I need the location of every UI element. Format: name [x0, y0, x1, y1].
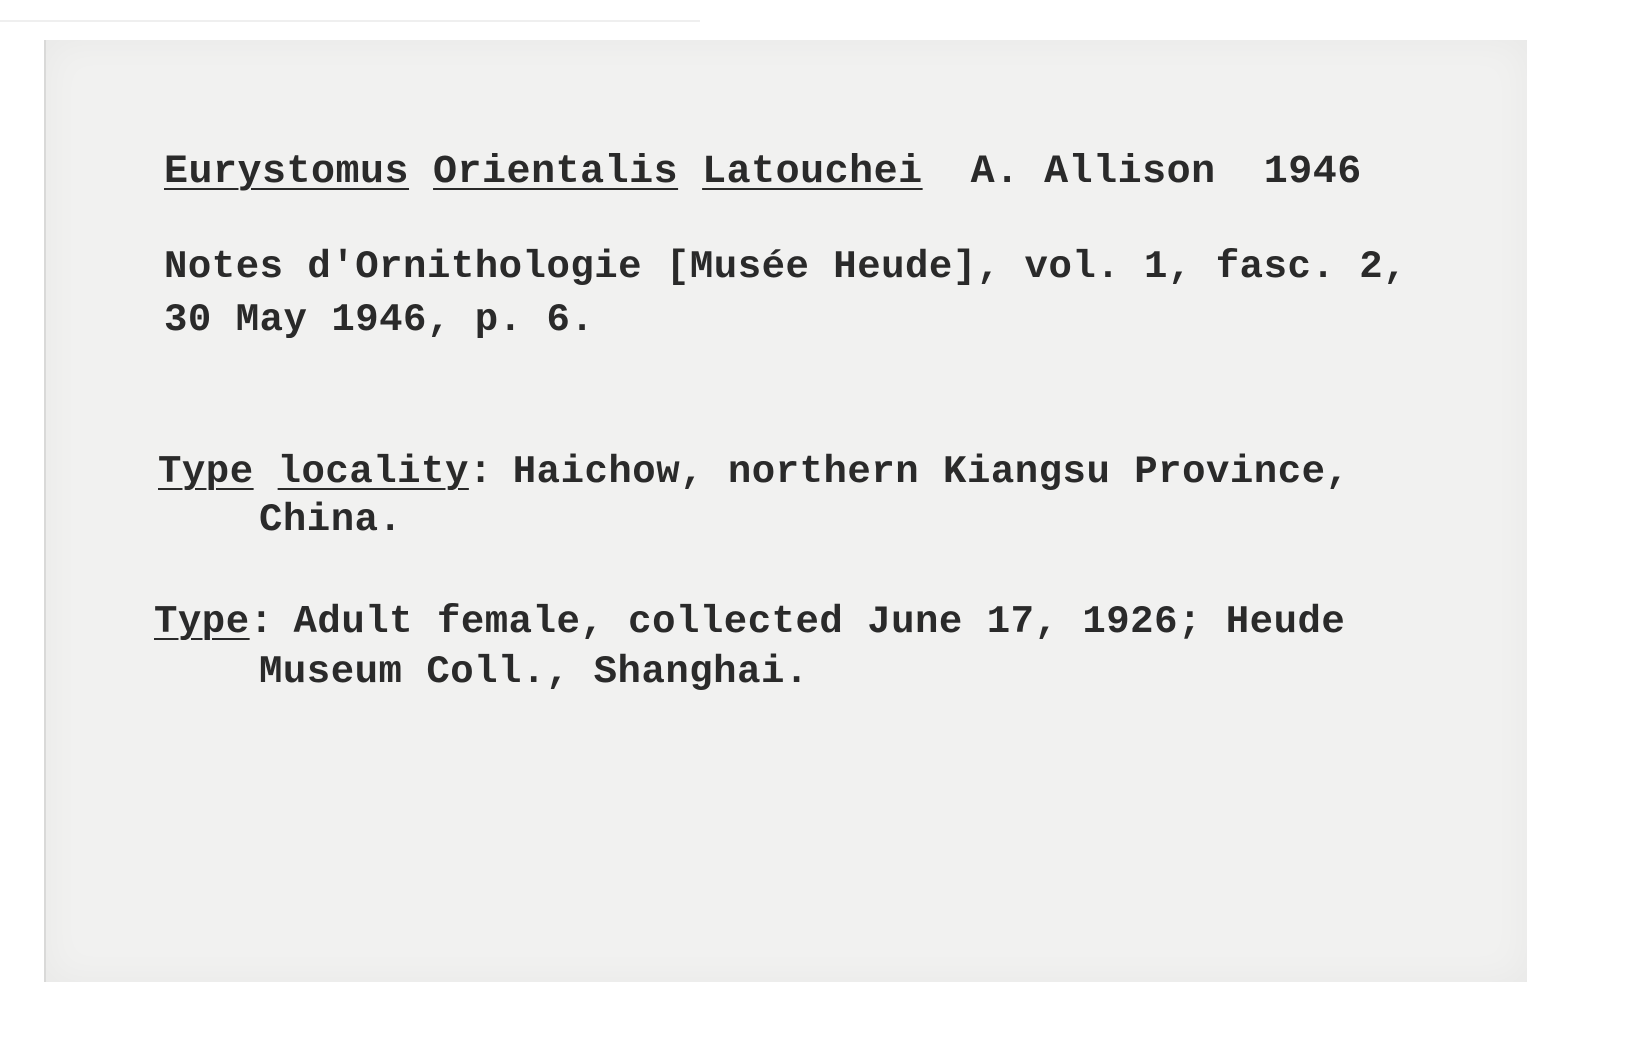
- type-locality-colon: :: [468, 450, 493, 494]
- citation-line-2: 30 May 1946, p. 6.: [164, 298, 595, 342]
- genus-name: Eurystomus: [164, 150, 410, 195]
- type-line-1: [154, 600, 1345, 644]
- card-title-line: [164, 150, 1362, 195]
- type-text-2: Museum Coll., Shanghai.: [259, 650, 809, 694]
- type-locality-line-1: [158, 450, 1349, 494]
- index-card: [44, 40, 1527, 982]
- type-colon: :: [249, 600, 274, 644]
- citation-line-1: Notes d'Ornithologie [Musée Heude], vol. 1, fasc. 2,: [164, 245, 1407, 289]
- type-locality-text-2: China.: [259, 498, 403, 542]
- author-name: A. Allison: [970, 150, 1216, 195]
- publication-year: 1946: [1263, 150, 1362, 195]
- subspecies-name: Latouchei: [702, 150, 923, 195]
- type-locality-text-1: Haichow, northern Kiangsu Province,: [512, 450, 1350, 494]
- species-name: Orientalis: [433, 150, 679, 195]
- type-text-1: Adult female, collected June 17, 1926; Heude: [293, 600, 1346, 644]
- type-label: Type: [154, 600, 250, 644]
- type-locality-label-word2: locality: [277, 450, 469, 494]
- type-locality-label-word1: Type: [158, 450, 254, 494]
- scan-edge: [0, 20, 700, 22]
